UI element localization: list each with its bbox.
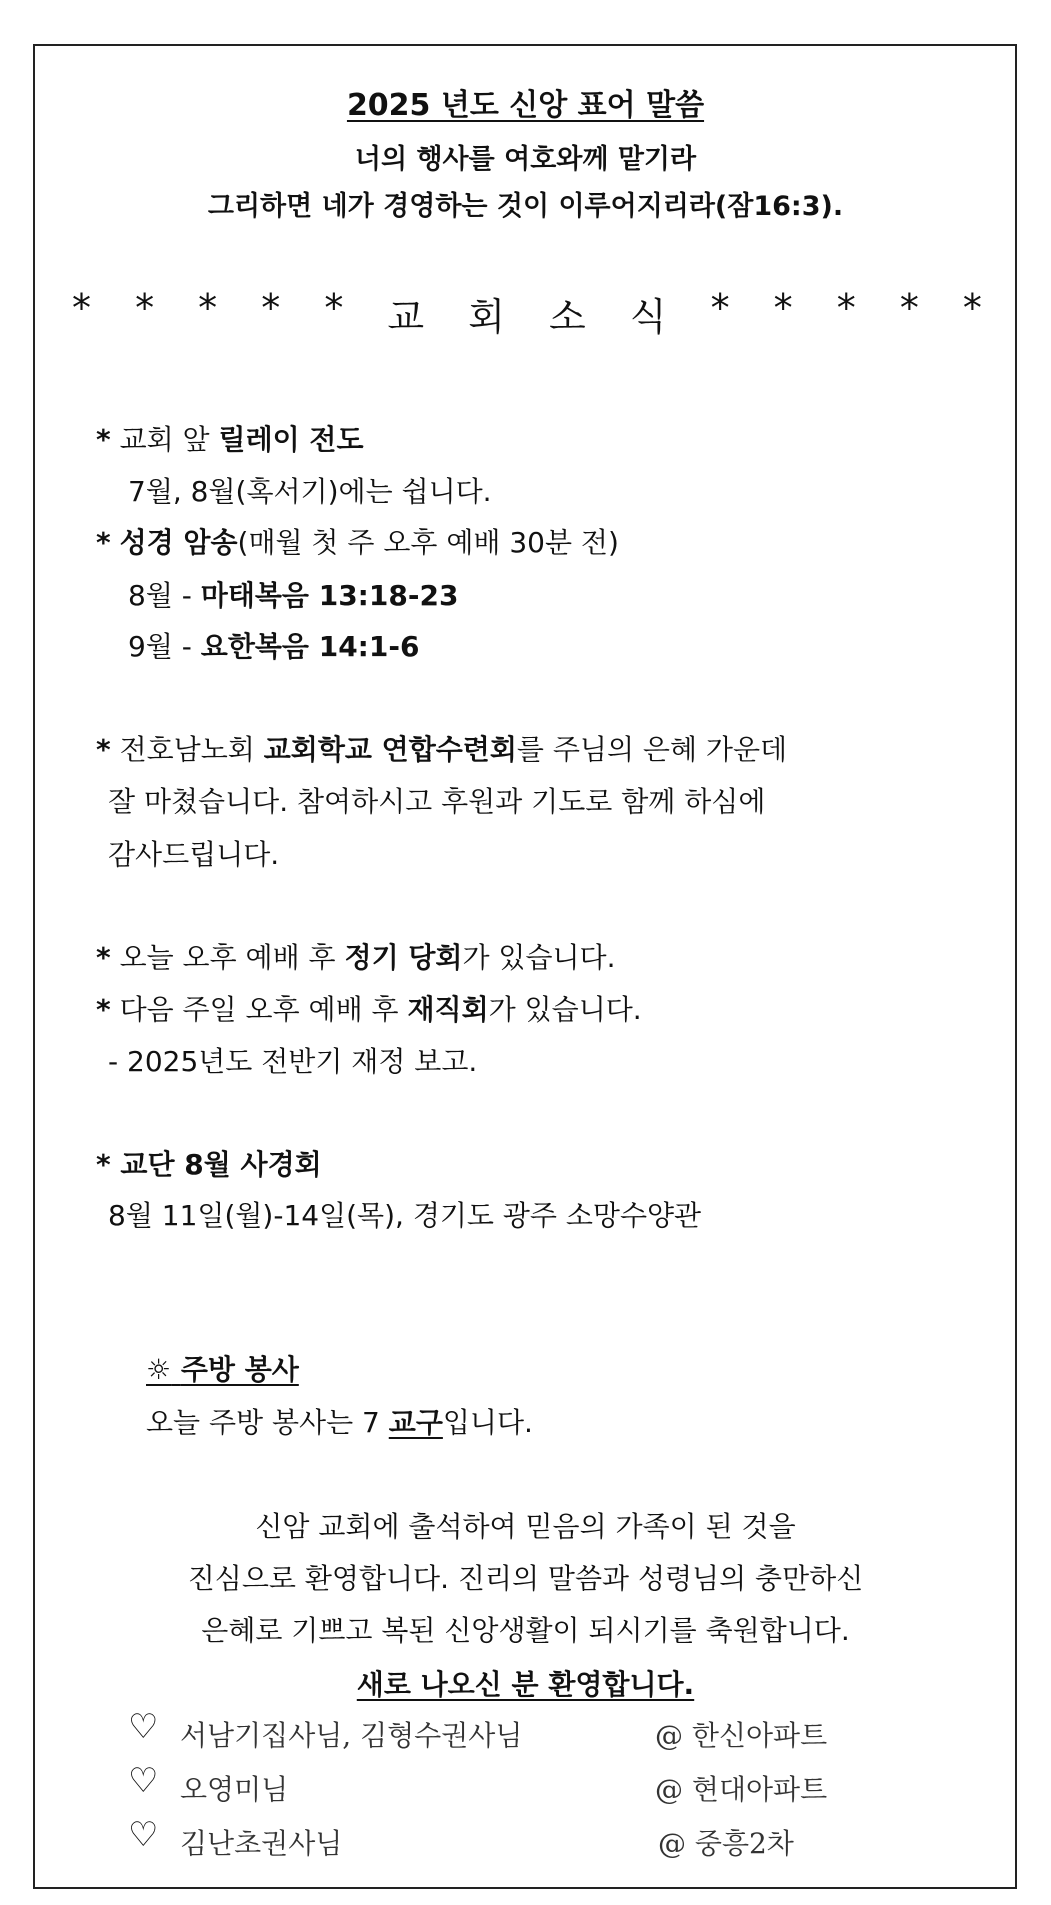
sun-icon: ☼: [146, 1353, 172, 1386]
heart-icon: ♡: [128, 1707, 159, 1747]
newcomer-place: @ 중흥2차: [658, 1827, 794, 1860]
welcome-line3: 은혜로 기쁘고 복된 신앙생활이 되시기를 축원합니다.: [201, 1614, 850, 1647]
finance-report-note: - 2025년도 전반기 재정 보고.: [108, 1045, 478, 1078]
newcomer-place: @ 한신아파트: [655, 1719, 828, 1752]
news-bible-memorization: * 성경 암송(매월 첫 주 오후 예배 30분 전): [96, 526, 619, 559]
motto-title: 2025 년도 신앙 표어 말씀: [346, 88, 705, 123]
newcomer-name: 오영미님: [180, 1773, 289, 1806]
newcomer-place: @ 현대아파트: [655, 1773, 828, 1806]
welcome-line2: 진심으로 환영합니다. 진리의 말씀과 성령님의 충만하신: [187, 1562, 864, 1595]
training-line3: 감사드립니다.: [108, 838, 280, 871]
news-relay-note: 7월, 8월(혹서기)에는 쉽니다.: [128, 475, 492, 508]
memorization-august: 8월 - 마태복음 13:18-23: [128, 579, 459, 612]
news-training-retreat: * 전호남노회 교회학교 연합수련회를 주님의 은혜 가운데: [96, 733, 788, 766]
welcome-line1: 신암 교회에 출석하여 믿음의 가족이 된 것을: [255, 1510, 796, 1543]
news-officers-meeting: * 다음 주일 오후 예배 후 재직회가 있습니다.: [96, 993, 642, 1026]
news-relay-evangelism: * 교회 앞 릴레이 전도: [96, 423, 364, 456]
kitchen-service-heading: ☼ 주방 봉사: [146, 1353, 299, 1386]
newcomer-name: 김난초권사님: [180, 1827, 343, 1860]
kitchen-service-text: 오늘 주방 봉사는 7 교구입니다.: [146, 1406, 533, 1439]
training-line2: 잘 마쳤습니다. 참여하시고 후원과 기도로 함께 하심에: [108, 785, 766, 818]
newcomer-name: 서남기집사님, 김형수권사님: [180, 1719, 523, 1752]
retreat-schedule: 8월 11일(월)-14일(목), 경기도 광주 소망수양관: [108, 1199, 702, 1232]
heart-icon: ♡: [128, 1761, 159, 1801]
news-session-meeting: * 오늘 오후 예배 후 정기 당회가 있습니다.: [96, 941, 616, 974]
motto-verse-line1: 너의 행사를 여호와께 맡기라: [354, 144, 697, 175]
memorization-september: 9월 - 요한복음 14:1-6: [128, 630, 420, 663]
motto-verse-line2: 그리하면 네가 경영하는 것이 이루어지리라(잠16:3).: [207, 191, 844, 222]
news-revival-retreat: * 교단 8월 사경회: [96, 1148, 322, 1181]
church-news-banner: * * * * * 교 회 소 식 * * * * *: [72, 286, 982, 339]
newcomers-heading: 새로 나오신 분 환영합니다.: [356, 1668, 695, 1701]
heart-icon: ♡: [128, 1815, 159, 1855]
